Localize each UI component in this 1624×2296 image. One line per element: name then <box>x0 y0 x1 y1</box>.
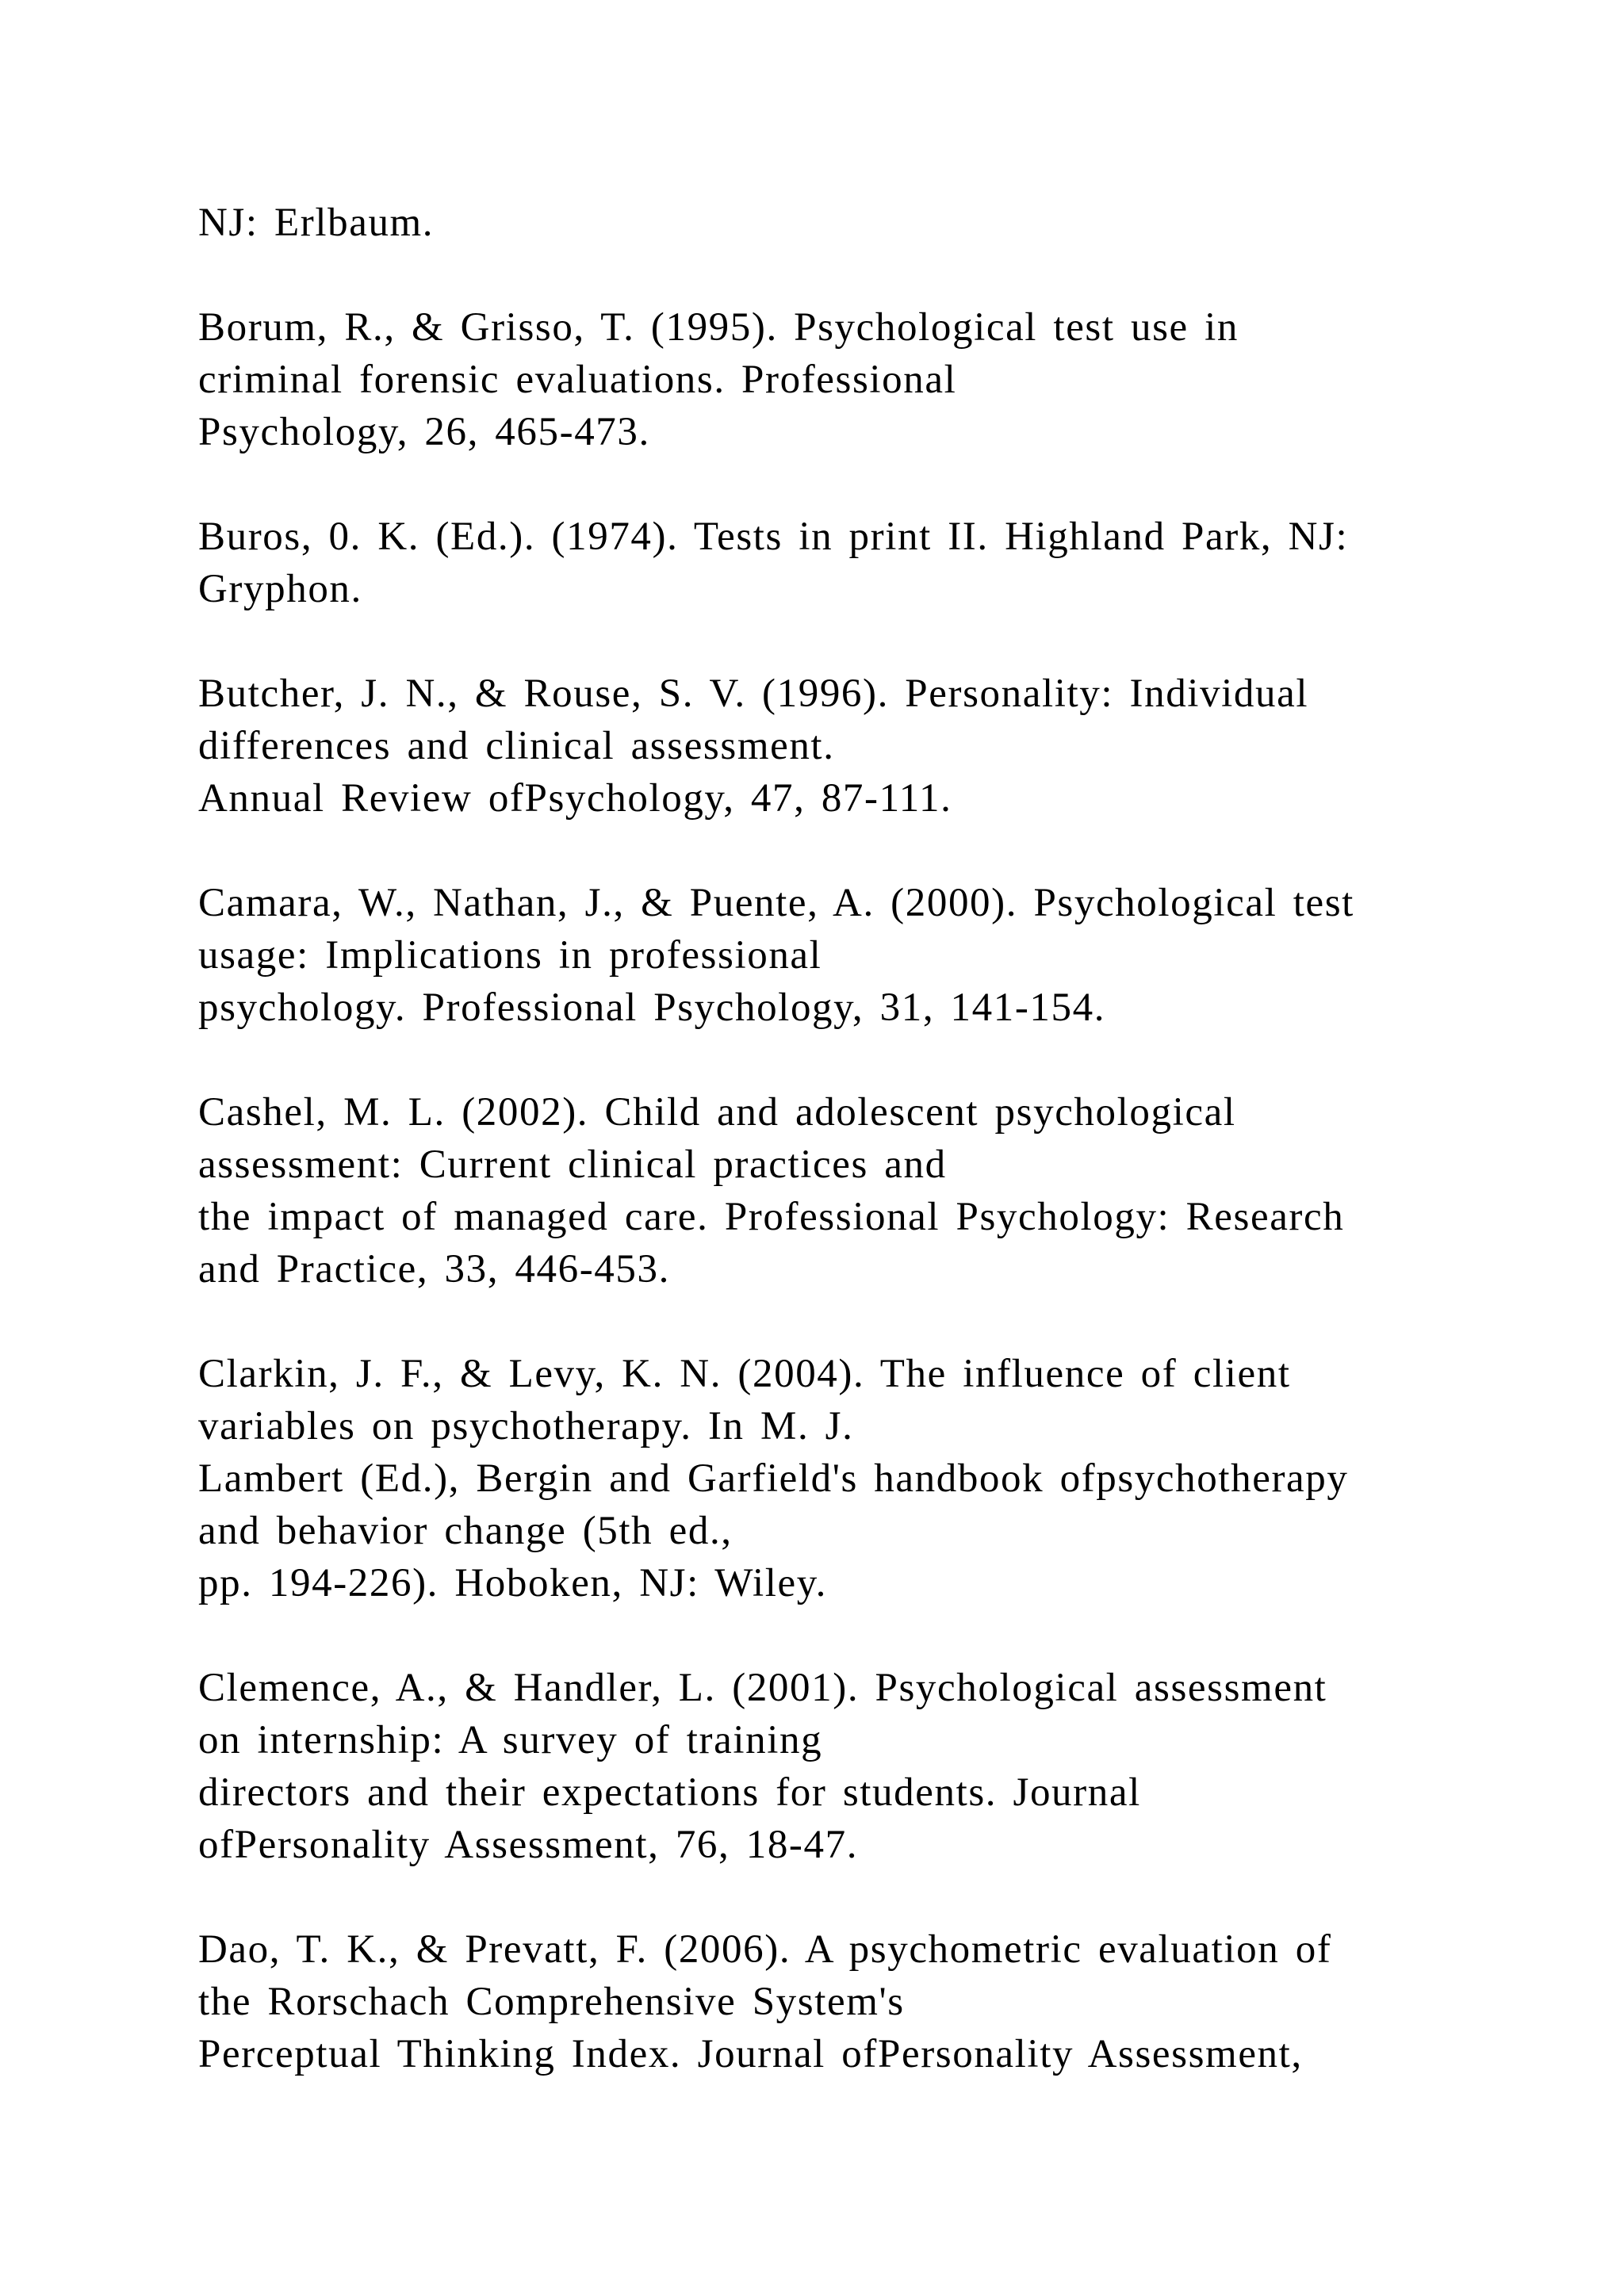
reference-entry <box>198 511 1467 615</box>
reference-line: NJ: Erlbaum. <box>198 201 435 245</box>
reference-entry <box>198 1348 1467 1609</box>
reference-line: Lambert (Ed.), Bergin and Garfield's handbook ofpsychotherapy <box>198 1456 1349 1501</box>
reference-line: on internship: A survey of training <box>198 1718 823 1762</box>
reference-line: assessment: Current clinical practices and <box>198 1142 947 1187</box>
reference-line: Perceptual Thinking Index. Journal ofPersonality Assessment, <box>198 2032 1303 2076</box>
reference-line: directors and their expectations for students. Journal <box>198 1770 1141 1815</box>
reference-entry <box>198 877 1467 1034</box>
reference-line: Camara, W., Nathan, J., & Puente, A. (2000). Psychological test <box>198 881 1354 925</box>
reference-entry <box>198 1086 1467 1295</box>
reference-line: Buros, 0. K. (Ed.). (1974). Tests in print II. Highland Park, NJ: <box>198 515 1349 559</box>
reference-line: Borum, R., & Grisso, T. (1995). Psychological test use in <box>198 305 1239 350</box>
reference-line: criminal forensic evaluations. Professional <box>198 358 957 402</box>
reference-line: usage: Implications in professional <box>198 933 822 978</box>
reference-line: Butcher, J. N., & Rouse, S. V. (1996). Personality: Individual <box>198 672 1309 716</box>
reference-line: and Practice, 33, 446-453. <box>198 1247 670 1292</box>
reference-line: differences and clinical assessment. <box>198 724 835 768</box>
reference-line: the impact of managed care. Professional Psychology: Research <box>198 1195 1345 1239</box>
reference-entry <box>198 1923 1467 2080</box>
reference-entry <box>198 301 1467 458</box>
reference-entry <box>198 1662 1467 1871</box>
reference-line: ofPersonality Assessment, 76, 18-47. <box>198 1823 859 1867</box>
reference-line: and behavior change (5th ed., <box>198 1509 733 1553</box>
reference-line: variables on psychotherapy. In M. J. <box>198 1404 854 1448</box>
reference-line: Psychology, 26, 465-473. <box>198 410 650 454</box>
reference-line: psychology. Professional Psychology, 31, 141-154. <box>198 985 1106 1030</box>
reference-entry <box>198 668 1467 825</box>
reference-line: Annual Review ofPsychology, 47, 87-111. <box>198 776 952 821</box>
reference-line: Clarkin, J. F., & Levy, K. N. (2004). The influence of client <box>198 1352 1291 1396</box>
reference-entry <box>198 197 1467 249</box>
reference-line: Dao, T. K., & Prevatt, F. (2006). A psychometric evaluation of <box>198 1927 1332 1972</box>
reference-line: the Rorschach Comprehensive System's <box>198 1980 905 2024</box>
reference-list <box>198 197 1467 2133</box>
reference-line: Clemence, A., & Handler, L. (2001). Psychological assessment <box>198 1666 1327 1710</box>
reference-line: Cashel, M. L. (2002). Child and adolescent psychological <box>198 1090 1236 1135</box>
reference-line: Gryphon. <box>198 567 362 611</box>
reference-line: pp. 194-226). Hoboken, NJ: Wiley. <box>198 1561 827 1605</box>
